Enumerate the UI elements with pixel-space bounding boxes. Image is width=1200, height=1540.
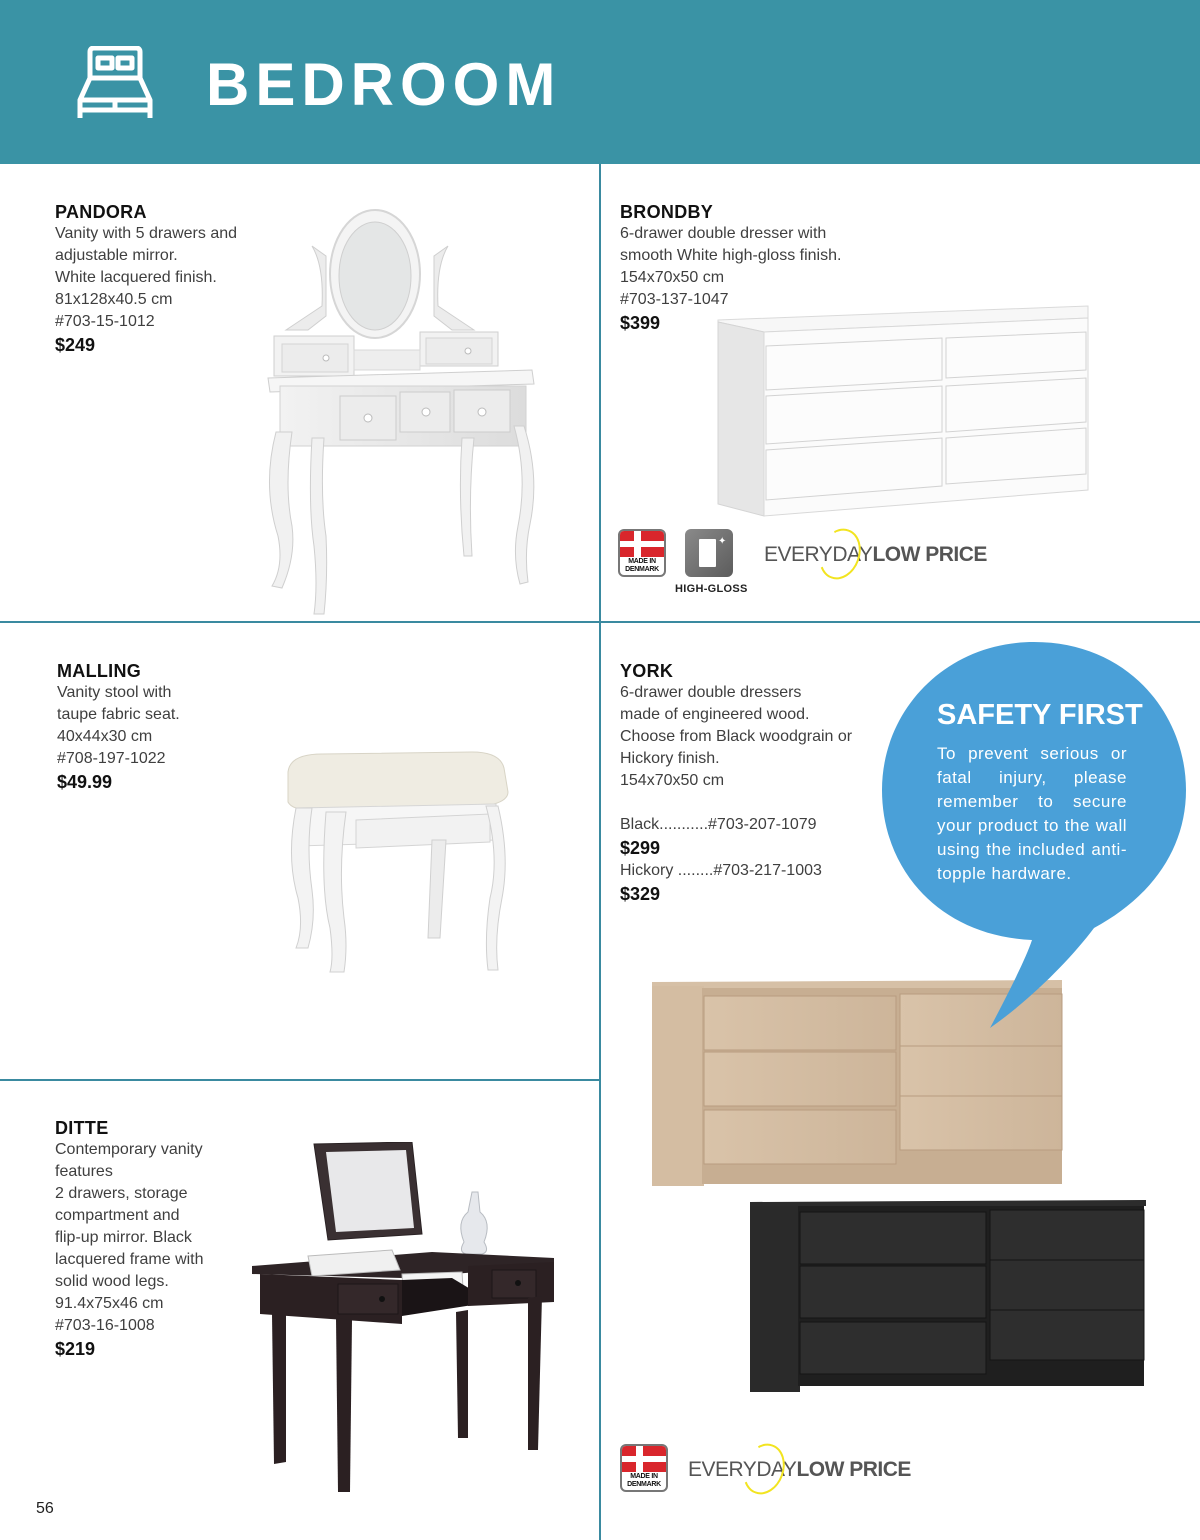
white-dresser-image: [716, 298, 1094, 520]
product-description: lacquered frame with: [55, 1251, 204, 1268]
product-description: compartment and: [55, 1207, 180, 1224]
product-dimensions: 40x44x30 cm: [57, 728, 153, 745]
product-name: MALLING: [57, 661, 142, 681]
product-description: 6-drawer double dresser with: [620, 225, 827, 242]
option-sku: #703-207-1079: [708, 816, 817, 833]
product-sku: #703-137-1047: [620, 291, 729, 308]
safety-callout: [880, 640, 1200, 1060]
product-malling: [57, 660, 180, 794]
option-sku: #703-217-1003: [713, 862, 822, 879]
safety-body: To prevent serious or fatal injury, please remember to secure your product to the wall using the included anti-topple hardware.: [937, 744, 1127, 883]
product-pandora: [55, 201, 237, 357]
product-dimensions: 81x128x40.5 cm: [55, 291, 173, 308]
product-description: Vanity with 5 drawers and: [55, 225, 238, 242]
page-number: 56: [36, 1500, 54, 1517]
edlp-everyday: EVERYDAY: [688, 1458, 797, 1481]
door-panel-icon: [699, 539, 716, 567]
product-price: $49.99: [57, 772, 113, 792]
edlp-low-price: LOW PRICE: [872, 543, 987, 566]
product-description: smooth White high-gloss finish.: [620, 247, 842, 264]
dot-leader: ........: [673, 862, 714, 879]
product-description: flip-up mirror. Black: [55, 1229, 192, 1246]
product-york: [620, 660, 852, 906]
product-description: Hickory finish.: [620, 750, 720, 767]
product-name: PANDORA: [55, 202, 147, 222]
product-name: DITTE: [55, 1118, 109, 1138]
bed-icon: [76, 46, 154, 120]
option-finish: Black: [620, 816, 660, 833]
option-price: $329: [620, 884, 661, 904]
product-description: taupe fabric seat.: [57, 706, 180, 723]
product-description: Contemporary vanity: [55, 1141, 203, 1158]
option-row-hickory: [620, 860, 852, 882]
denmark-flag-icon: [620, 531, 664, 557]
everyday-low-price-logo: [688, 1457, 911, 1483]
product-description: Vanity stool with: [57, 684, 172, 701]
option-finish: Hickory: [620, 862, 674, 879]
product-description: solid wood legs.: [55, 1273, 169, 1290]
swoosh-icon: [812, 523, 867, 586]
row-divider: [0, 1079, 600, 1081]
swoosh-icon: [736, 1438, 791, 1501]
edlp-low-price: LOW PRICE: [796, 1458, 911, 1481]
product-name: YORK: [620, 661, 674, 681]
dot-leader: ...........: [659, 816, 709, 833]
product-sku: #703-16-1008: [55, 1317, 155, 1334]
section-header: [0, 0, 1200, 164]
high-gloss-badge: [685, 529, 733, 577]
product-sku: #708-197-1022: [57, 750, 166, 767]
made-in-denmark-badge: [620, 1444, 668, 1492]
column-divider: [599, 164, 601, 1540]
high-gloss-label: HIGH-GLOSS: [675, 583, 748, 595]
badge-text: MADE IN: [628, 558, 656, 565]
edlp-everyday: EVERYDAY: [764, 543, 873, 566]
black-dresser-image: [750, 1200, 1146, 1392]
product-price: $219: [55, 1339, 96, 1359]
badge-text: DENMARK: [625, 566, 659, 573]
product-price: $399: [620, 313, 661, 333]
vanity-stool-image: [282, 748, 522, 978]
safety-title: SAFETY FIRST: [937, 699, 1143, 731]
product-dimensions: 91.4x75x46 cm: [55, 1295, 164, 1312]
everyday-low-price-logo: [764, 542, 987, 568]
flip-mirror-vanity-image: [252, 1142, 562, 1494]
product-description: Choose from Black woodgrain or: [620, 728, 853, 745]
made-in-denmark-badge: [618, 529, 666, 577]
badge-text: MADE IN: [630, 1473, 658, 1480]
badge-text: DENMARK: [627, 1481, 661, 1488]
product-name: BRONDBY: [620, 202, 714, 222]
product-sku: #703-15-1012: [55, 313, 155, 330]
product-description: features: [55, 1163, 113, 1180]
product-description: made of engineered wood.: [620, 706, 810, 723]
vanity-table-image: [262, 206, 542, 618]
product-description: White lacquered finish.: [55, 269, 217, 286]
sparkle-icon: ✦: [718, 536, 727, 547]
product-description: 6-drawer double dressers: [620, 684, 802, 701]
denmark-flag-icon: [622, 1446, 666, 1472]
option-row-black: [620, 814, 852, 836]
product-dimensions: 154x70x50 cm: [620, 269, 725, 286]
product-price: $249: [55, 335, 96, 355]
page-title: BEDROOM: [206, 51, 562, 118]
product-description: 2 drawers, storage: [55, 1185, 188, 1202]
product-description: adjustable mirror.: [55, 247, 178, 264]
option-price: $299: [620, 838, 661, 858]
product-dimensions: 154x70x50 cm: [620, 772, 725, 789]
row-divider: [0, 621, 1200, 623]
product-ditte: [55, 1117, 204, 1361]
